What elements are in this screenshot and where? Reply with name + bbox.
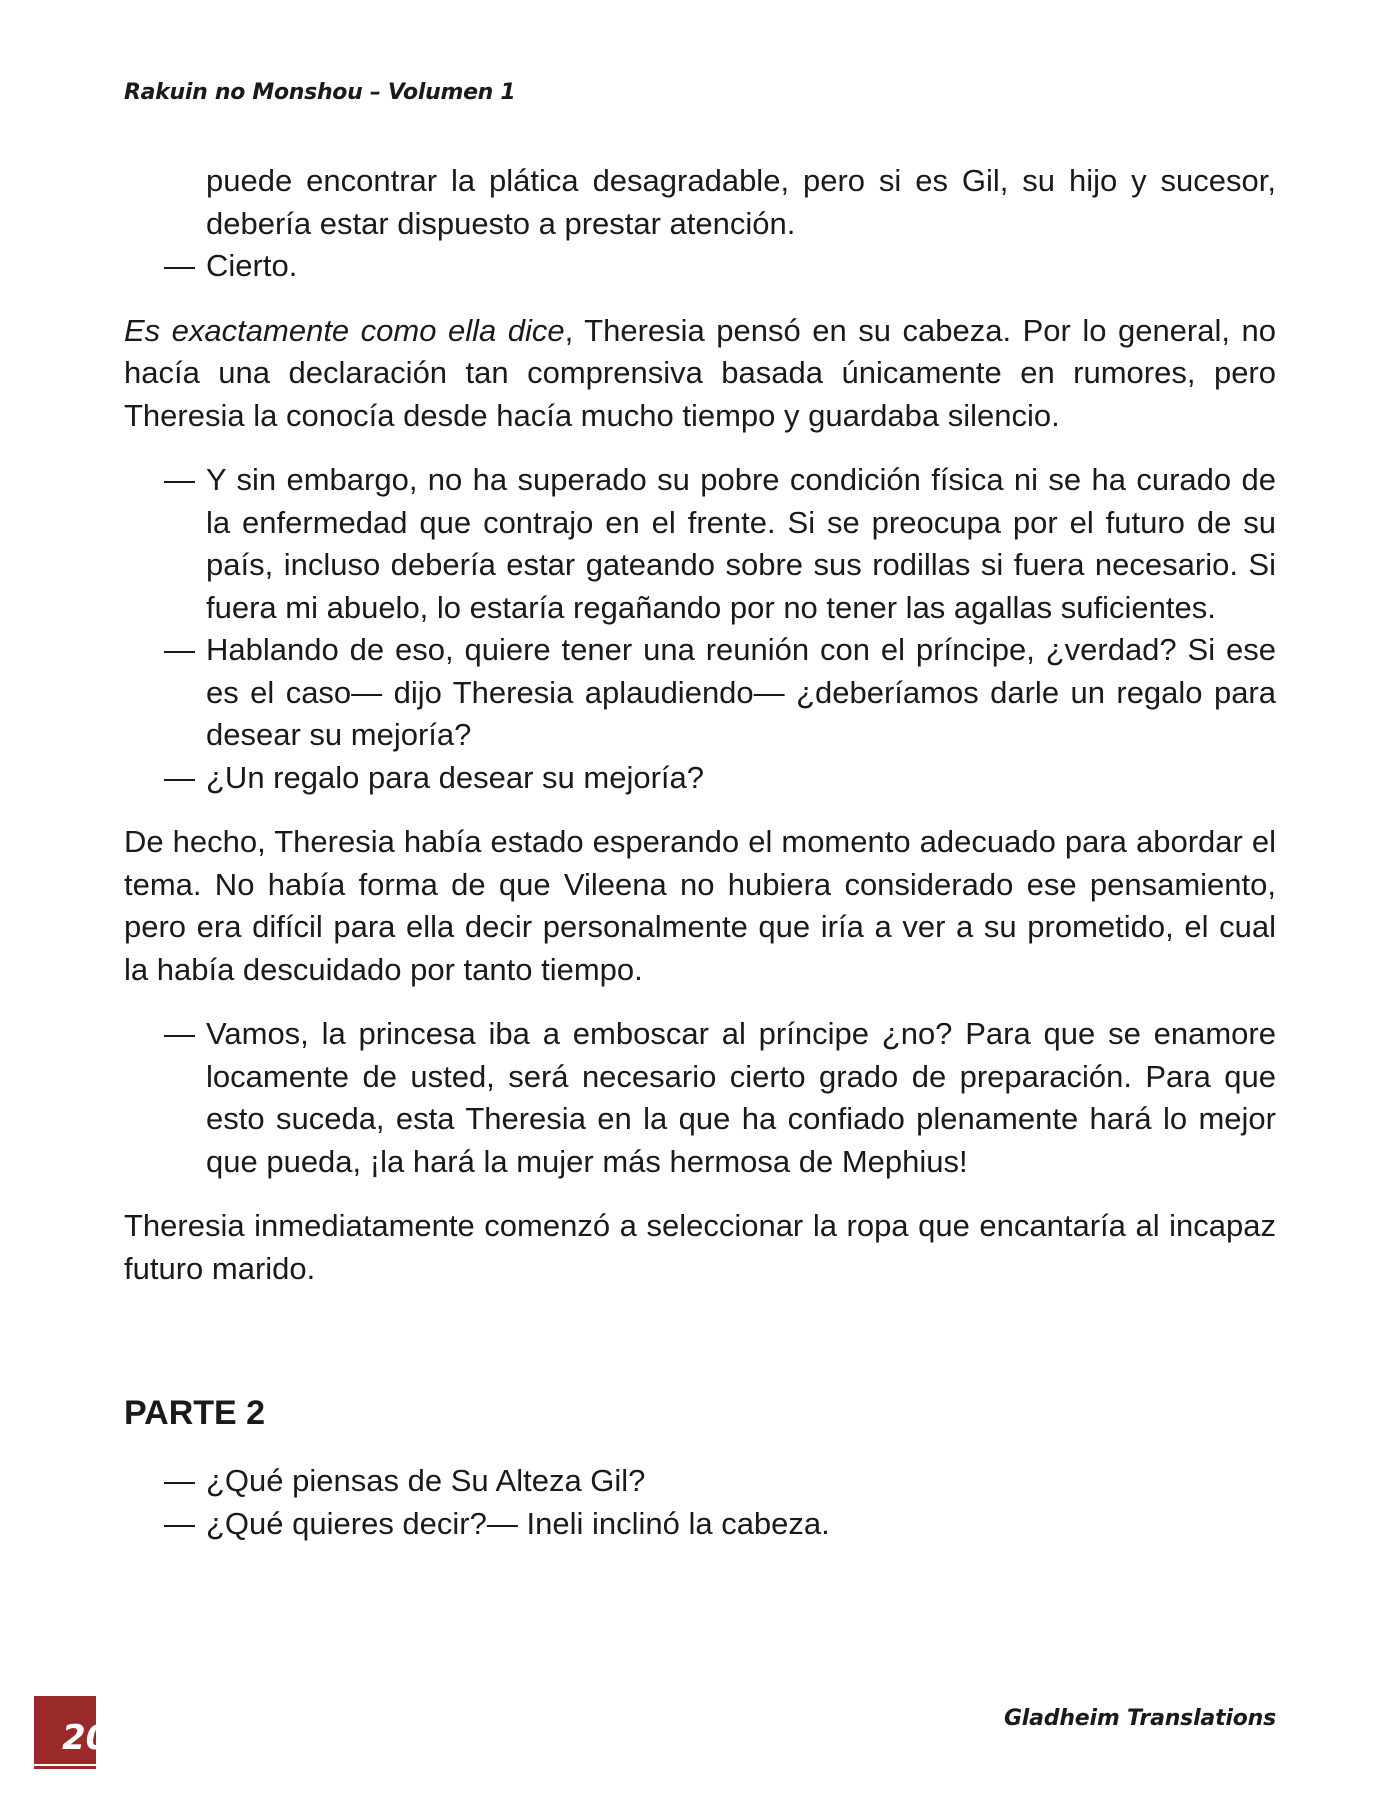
dialogue-line [124, 629, 1276, 757]
dialogue-continuation: puede encontrar la plática desagradable, pero si es Gil, su hijo y sucesor, debería estar dispuesto a prestar atención. [206, 163, 1276, 241]
narrative-paragraph: De hecho, Theresia había estado esperando el momento adecuado para abordar el tema. No había forma de que Vileena no hubiera considerado ese pensamiento, pero era difícil para ella decir personalmente que iría a ver a su prometido, el cual la había descuidado por tanto tiempo. [124, 824, 1276, 987]
dialogue-text: Vamos, la princesa iba a emboscar al príncipe ¿no? Para que se enamore locamente de usted, será necesario cierto grado de preparación. Para que esto suceda, esta Theresia en la que ha confiado plenamente hará lo mejor que pueda, ¡la hará la mujer más hermosa de Mephius! [206, 1016, 1276, 1179]
page-number-underline [34, 1766, 96, 1769]
dialogue-text: ¿Qué piensas de Su Alteza Gil? [206, 1463, 646, 1498]
running-header-title: Rakuin no Monshou – Volumen 1 [124, 80, 516, 105]
dialogue-line [124, 245, 1276, 288]
dialogue-dash: — [164, 462, 195, 497]
narrative-paragraph: Theresia inmediatamente comenzó a seleccionar la ropa que encantaría al incapaz futuro marido. [124, 1208, 1276, 1286]
dialogue-text: ¿Un regalo para desear su mejoría? [206, 759, 704, 795]
dialogue-text: ¿Qué quieres decir?— Ineli inclinó la cabeza. [206, 1505, 830, 1541]
dialogue-dash: — [164, 1016, 195, 1051]
footer-credit: Gladheim Translations [1003, 1706, 1276, 1731]
section-heading: PARTE 2 [124, 1394, 266, 1432]
dialogue-text: Hablando de eso, quiere tener una reunión con el príncipe, ¿verdad? Si ese es el caso— dijo Theresia aplaudiendo— ¿deberíamos darle un regalo para desear su mejoría? [206, 632, 1276, 752]
dialogue-line [124, 757, 1276, 800]
dialogue-line [124, 1460, 1276, 1503]
dialogue-dash: — [164, 1463, 195, 1498]
dialogue-text: Cierto. [206, 248, 298, 283]
paragraph-text: , Theresia pensó en su cabeza. Por lo general, no hacía una declaración tan comprensiva basada únicamente en rumores, pero Theresia la conocía desde hacía mucho tiempo y guardaba silencio. [124, 312, 1276, 433]
dialogue-dash: — [164, 248, 195, 283]
page-number: 20 [62, 1718, 110, 1758]
page-number-badge [34, 1696, 110, 1764]
dialogue-dash: — [164, 632, 195, 667]
dialogue-dash: — [164, 1505, 195, 1541]
dialogue-text: Y sin embargo, no ha superado su pobre condición física ni se ha curado de la enfermedad que contrajo en el frente. Si se preocupa por el futuro de su país, incluso debería estar gateando sobre sus rodillas si fuera necesario. Si fuera mi abuelo, lo estaría regañando por no tener las agallas suficientes. [206, 462, 1276, 625]
dialogue-dash: — [164, 759, 195, 795]
dialogue-line [124, 1503, 1276, 1546]
italic-thought: Es exactamente como ella dice [124, 312, 565, 348]
dialogue-line [124, 459, 1276, 629]
page-body [124, 160, 1276, 1545]
dialogue-line [124, 1013, 1276, 1183]
narrative-paragraph [124, 310, 1276, 438]
